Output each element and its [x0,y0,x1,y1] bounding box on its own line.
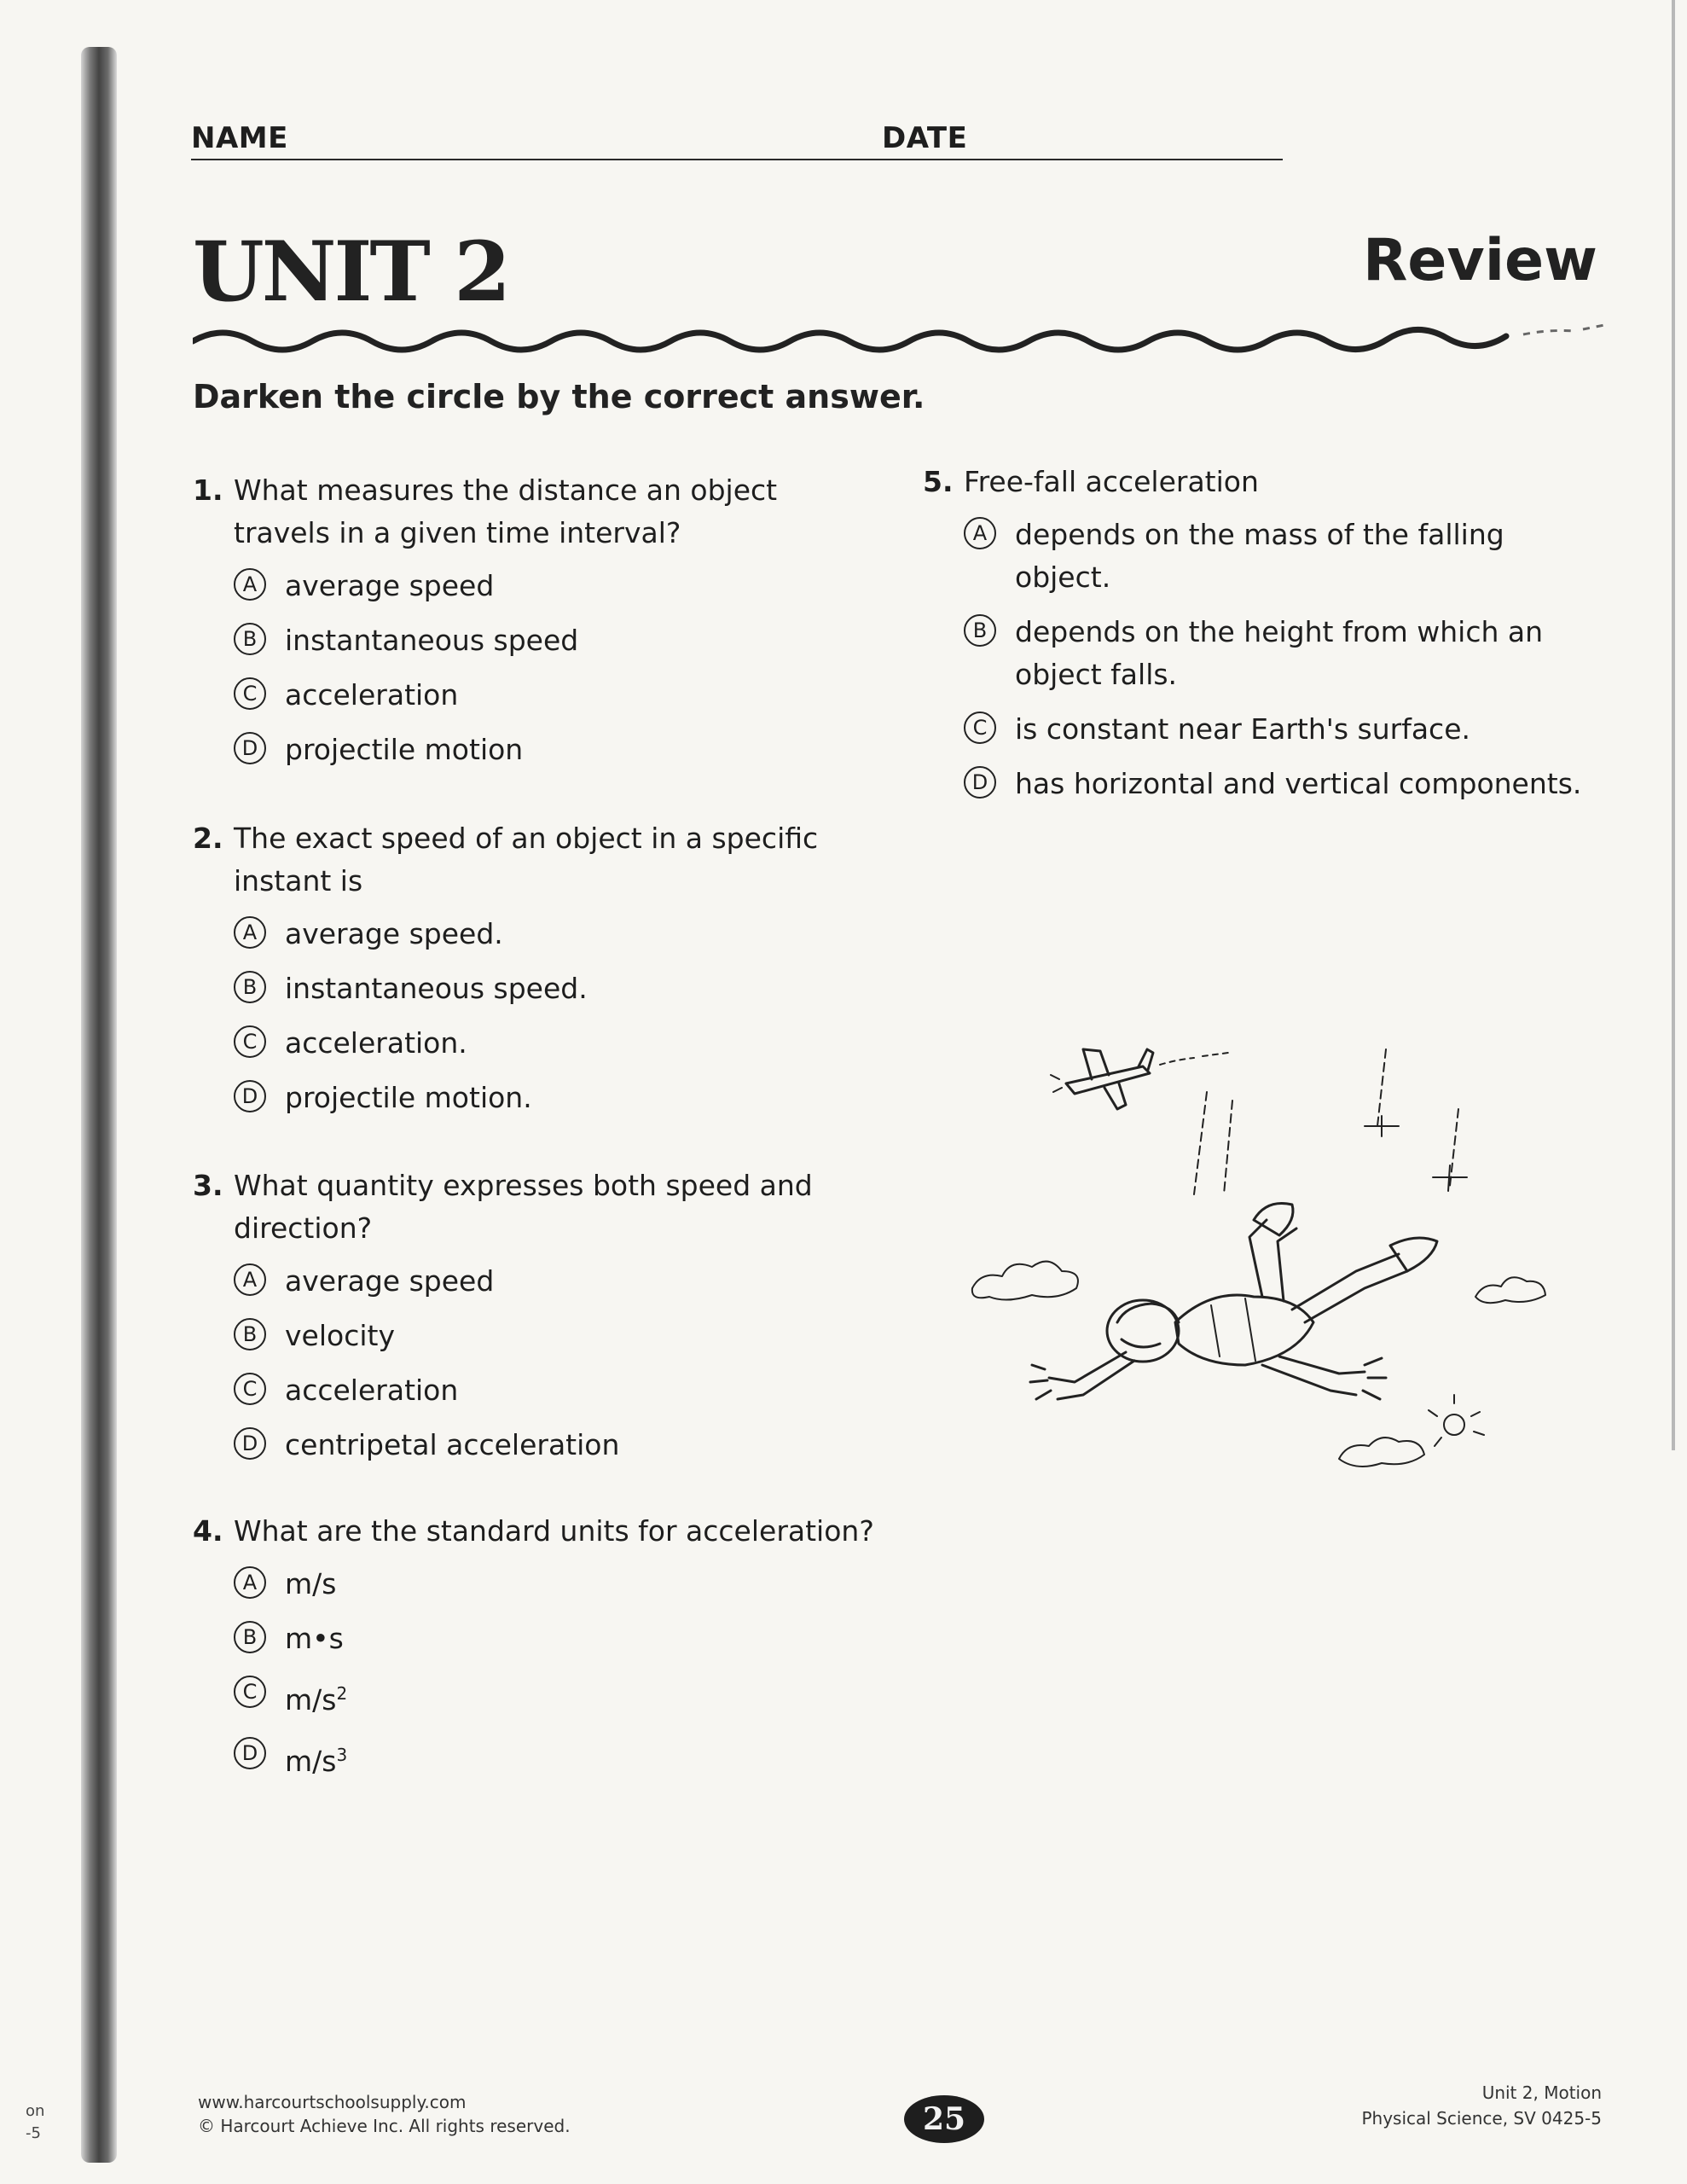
question-5 [923,461,1605,817]
answer-text-main: m/s [285,1567,337,1600]
answer-bubble-c[interactable]: C [964,712,996,744]
answer-text-main: projectile motion. [285,1081,532,1114]
question-text: What are the standard units for acceleration? [234,1514,874,1548]
question-text: What quantity expresses both speed and direction? [234,1169,813,1245]
answer-exponent: 2 [336,1683,348,1704]
answer-text-main: projectile motion [285,733,524,766]
answer-text [285,1672,875,1722]
book-info [1361,2080,1602,2131]
answer-text-main: instantaneous speed [285,624,579,657]
date-label: DATE [882,121,968,155]
footer-unit: Unit 2, Motion [1481,2082,1602,2103]
answer-text-main: velocity [285,1319,395,1352]
section-title: Review [1362,227,1597,294]
instruction-text: Darken the circle by the correct answer. [193,378,925,415]
answer-text [285,1424,875,1467]
answer-text-main: acceleration. [285,1026,467,1060]
footer-url[interactable]: www.harcourtschoolsupply.com [198,2092,467,2112]
answer-choice-a[interactable] [234,1260,875,1303]
scan-right-edge [1672,0,1675,1450]
answer-bubble-d[interactable]: D [234,1737,266,1769]
answer-bubble-a[interactable]: A [234,916,266,949]
unit-title: UNIT 2 [193,224,509,320]
answer-bubble-a[interactable]: A [234,1566,266,1599]
question-number: 2. [193,822,223,855]
answer-text [1015,763,1605,805]
answer-bubble-b[interactable]: B [234,971,266,1003]
question-number: 5. [923,465,954,498]
answer-text-main: average speed. [285,917,503,950]
answer-choice-c[interactable] [234,1022,875,1065]
name-date-line[interactable] [191,118,1283,160]
edge-fragment-1: on [26,2102,45,2120]
answer-bubble-c[interactable]: C [234,677,266,710]
answer-text [285,565,875,607]
question-number: 1. [193,473,223,507]
answer-choice-b[interactable] [234,967,875,1010]
answer-bubble-b[interactable]: B [964,614,996,647]
answer-choice-d[interactable] [234,1077,875,1119]
answer-choice-b[interactable] [234,619,875,662]
answer-text [285,619,875,662]
answer-text-main: acceleration [285,1374,459,1407]
answer-text [285,1563,875,1606]
answer-choice-b[interactable] [964,611,1605,696]
answer-text [285,1315,875,1357]
edge-fragment-2: -5 [26,2124,41,2142]
question-text: The exact speed of an object in a specific instant is [234,822,819,897]
answer-bubble-a[interactable]: A [234,1263,266,1296]
question-number: 3. [193,1169,223,1202]
answer-text-main: is constant near Earth's surface. [1015,712,1470,746]
footer-book: Physical Science, SV 0425-5 [1361,2108,1602,2129]
answer-choice-b[interactable] [234,1618,875,1660]
answer-text-main: m/s [285,1683,337,1716]
answer-text [285,1618,875,1660]
answer-text [285,1022,875,1065]
question-4 [193,1510,875,1795]
airplane-icon [1051,1049,1228,1109]
answer-choice-a[interactable] [234,565,875,607]
answer-text-main: acceleration [285,678,459,712]
answer-text-main: instantaneous speed. [285,972,588,1005]
answer-bubble-b[interactable]: B [234,1621,266,1653]
answer-bubble-c[interactable]: C [234,1373,266,1405]
question-stem [193,817,875,903]
page-number: 25 [904,2095,984,2143]
answer-choice-c[interactable] [964,708,1605,751]
answer-choice-a[interactable] [964,514,1605,599]
answer-choice-b[interactable] [234,1315,875,1357]
answer-choice-c[interactable] [234,1672,875,1722]
answer-text [285,1734,875,1783]
name-label: NAME [191,121,288,155]
answer-bubble-a[interactable]: A [234,568,266,601]
answer-bubble-d[interactable]: D [234,1427,266,1460]
answer-choice-c[interactable] [234,674,875,717]
skydiver-illustration-icon [955,1015,1569,1493]
answer-bubble-c[interactable]: C [234,1676,266,1708]
answer-bubble-b[interactable]: B [234,1318,266,1350]
answer-text-main: average speed [285,569,495,602]
answer-choice-d[interactable] [234,729,875,771]
answer-choice-d[interactable] [234,1424,875,1467]
answer-bubble-a[interactable]: A [964,517,996,549]
answer-text [1015,708,1605,751]
question-number: 4. [193,1514,223,1548]
answer-text [285,913,875,956]
question-stem [193,469,875,555]
answer-text-main: centripetal acceleration [285,1428,620,1461]
answer-text [1015,514,1605,599]
answer-text [285,1077,875,1119]
answer-choice-c[interactable] [234,1369,875,1412]
answer-text-main: m•s [285,1622,344,1655]
answer-choice-d[interactable] [234,1734,875,1783]
answer-bubble-d[interactable]: D [234,1080,266,1112]
answer-text [285,674,875,717]
scan-binding-edge [81,47,117,2163]
answer-bubble-d[interactable]: D [234,732,266,764]
answer-text-main: depends on the mass of the falling object. [1015,518,1504,594]
question-stem [193,1510,875,1553]
answer-choice-a[interactable] [234,913,875,956]
answer-text-main: depends on the height from which an object falls. [1015,615,1544,691]
answer-choice-a[interactable] [234,1563,875,1606]
answer-text [285,1260,875,1303]
answer-exponent: 3 [336,1745,348,1765]
answer-text [285,1369,875,1412]
answer-text-main: average speed [285,1264,495,1298]
answer-text-main: m/s [285,1745,337,1778]
copyright-block [198,2090,571,2138]
answer-text [285,729,875,771]
question-2 [193,817,875,1131]
answer-bubble-c[interactable]: C [234,1025,266,1058]
question-text: Free-fall acceleration [964,465,1259,498]
footer-copyright: © Harcourt Achieve Inc. All rights reserved. [198,2116,571,2136]
answer-bubble-b[interactable]: B [234,623,266,655]
question-stem [193,1165,875,1250]
answer-text [1015,611,1605,696]
question-text: What measures the distance an object travels in a given time interval? [234,473,778,549]
question-stem [923,461,1605,503]
answer-text [285,967,875,1010]
wavy-divider [193,316,1613,358]
question-1 [193,469,875,783]
question-3 [193,1165,875,1478]
answer-choice-d[interactable] [964,763,1605,805]
answer-text-main: has horizontal and vertical components. [1015,767,1582,800]
answer-bubble-d[interactable]: D [964,766,996,799]
